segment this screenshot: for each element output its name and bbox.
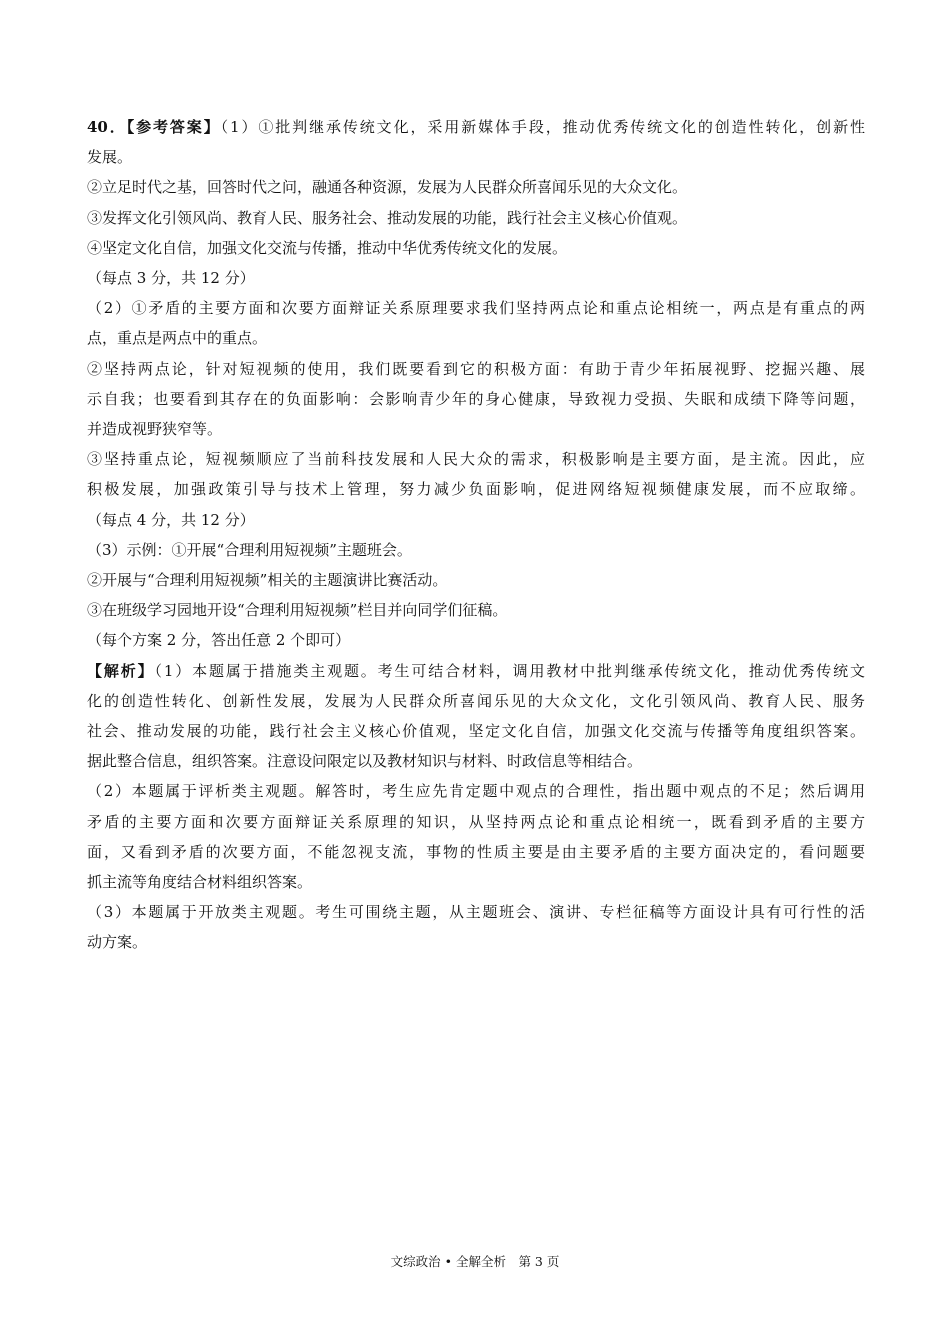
score-note: （每点 4 分，共 12 分） — [87, 510, 255, 529]
answer-document — [87, 112, 865, 958]
answer-line: ②开展与“合理利用短视频”相关的主题演讲比赛活动。 — [87, 571, 448, 590]
answer-line: 示自我；也要看到其存在的负面影响：会影响青少年的身心健康，导致视力受损、失眠和成绩下降等问题， — [87, 389, 865, 408]
score-note: （每个方案 2 分，答出任意 2 个即可） — [87, 631, 351, 650]
page-footer: 文综政治 • 全解全析 第 3 页 — [390, 1254, 560, 1269]
analysis-label: 【解析】 — [87, 661, 155, 680]
answer-line: ④坚定文化自信，加强文化交流与传播，推动中华优秀传统文化的发展。 — [87, 238, 568, 257]
analysis-line: 化的创造性转化、创新性发展，发展为人民群众所喜闻乐见的大众文化，文化引领风尚、教育人民、服务 — [87, 691, 865, 710]
answer-line — [87, 112, 865, 142]
answer-line: 并造成视野狭窄等。 — [87, 420, 223, 439]
answer-line: 发展。 — [87, 148, 133, 167]
analysis-line: （2）本题属于评析类主观题。解答时，考生应先肯定题中观点的合理性，指出题中观点的不足；然后调用 — [87, 782, 865, 801]
analysis-line: 抓主流等角度结合材料组织答案。 — [87, 873, 313, 892]
answer-line: ②坚持两点论，针对短视频的使用，我们既要看到它的积极方面：有助于青少年拓展视野、挖掘兴趣、展 — [87, 359, 865, 378]
analysis-line — [87, 656, 865, 686]
analysis-line: 动方案。 — [87, 933, 148, 952]
answer-line: （3）示例：①开展“合理利用短视频”主题班会。 — [87, 540, 412, 559]
answer-line: ③发挥文化引领风尚、教育人民、服务社会、推动发展的功能，践行社会主义核心价值观。 — [87, 208, 688, 227]
analysis-line: 社会、推动发展的功能，践行社会主义核心价值观，坚定文化自信，加强文化交流与传播等角度组织答案。 — [87, 722, 865, 741]
question-number: 40． — [87, 118, 127, 136]
answer-line: （2）①矛盾的主要方面和次要方面辩证关系原理要求我们坚持两点论和重点论相统一，两点是有重点的两 — [87, 299, 865, 318]
score-note: （每点 3 分，共 12 分） — [87, 269, 255, 288]
analysis-text: （1）本题属于措施类主观题。考生可结合材料，调用教材中批判继承传统文化，推动优秀传统文 — [154, 661, 865, 680]
analysis-line: 矛盾的主要方面和次要方面辩证关系原理的知识，从坚持两点论和重点论相统一，既看到矛盾的主要方 — [87, 812, 865, 831]
answer-header-label: 【参考答案】 — [126, 118, 221, 136]
answer-line: ③坚持重点论，短视频顺应了当前科技发展和人民大众的需求，积极影响是主要方面，是主流。因此，应 — [87, 450, 865, 469]
answer-line: ②立足时代之基，回答时代之问，融通各种资源，发展为人民群众所喜闻乐见的大众文化。 — [87, 178, 688, 197]
analysis-line: （3）本题属于开放类主观题。考生可围绕主题，从主题班会、演讲、专栏征稿等方面设计具有可行性的活 — [87, 903, 865, 922]
analysis-line: 面，又看到矛盾的次要方面，不能忽视支流，事物的性质主要是由主要矛盾的主要方面决定的，看问题要 — [87, 842, 865, 861]
answer-line: 点，重点是两点中的重点。 — [87, 329, 268, 348]
analysis-line: 据此整合信息，组织答案。注意设问限定以及教材知识与材料、时政信息等相结合。 — [87, 752, 643, 771]
answer-line: ③在班级学习园地开设“合理利用短视频”栏目并向同学们征稿。 — [87, 601, 508, 620]
answer-text: （1）①批判继承传统文化，采用新媒体手段，推动优秀传统文化的创造性转化，创新性 — [220, 118, 865, 136]
answer-line: 积极发展，加强政策引导与技术上管理，努力减少负面影响，促进网络短视频健康发展，而不应取缔。 — [87, 480, 865, 499]
